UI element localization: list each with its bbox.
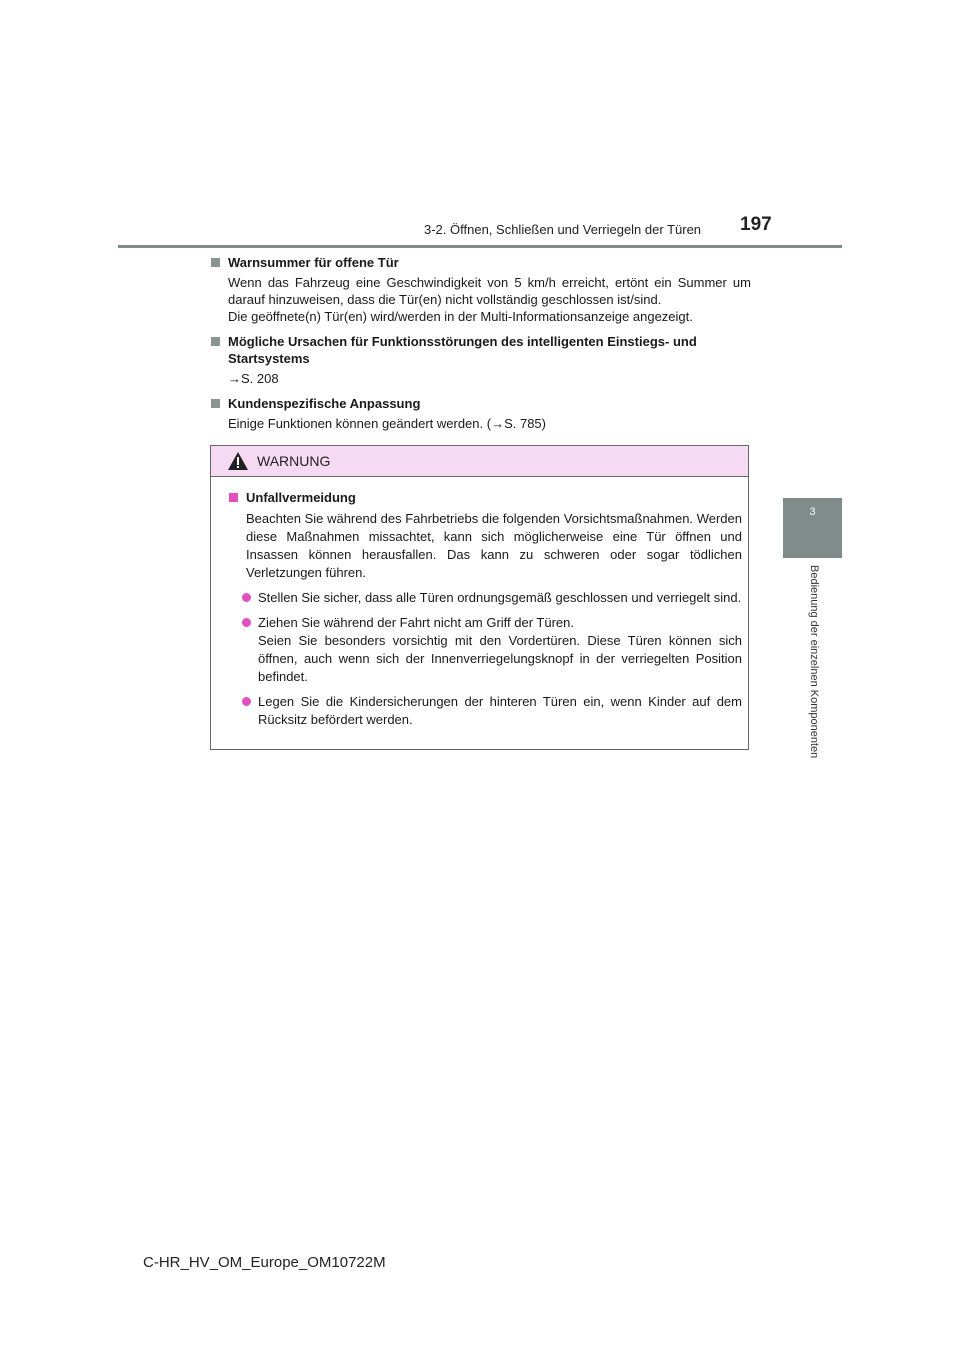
section-title: Mögliche Ursachen für Funktionsstörungen des intelligenten Einstiegs- und Startsystems [211, 333, 751, 367]
section-body [211, 370, 751, 387]
square-bullet-icon [229, 493, 238, 502]
square-bullet-icon [211, 258, 220, 267]
section-title: Kundenspezifische Anpassung [211, 395, 751, 412]
warning-title: Unfallvermeidung [229, 489, 742, 507]
square-bullet-icon [211, 337, 220, 346]
chapter-tab [783, 498, 842, 558]
warning-box [210, 445, 749, 750]
section-title: Warnsummer für offene Tür [211, 254, 751, 271]
main-content [211, 254, 751, 440]
warning-intro: Beachten Sie während des Fahrbetriebs die folgenden Vorsichtsmaßnahmen. Werden diese Maßnahmen missachtet, kann sich möglicherweise eine Tür öffnen und Insassen können herausfallen. Das kann zu schweren oder sogar tödlichen Verletzungen führen. [246, 511, 742, 580]
warning-heading: WARNUNG [257, 453, 331, 469]
warning-bullet: Ziehen Sie während der Fahrt nicht am Griff der Türen. Seien Sie besonders vorsichtig mit den Vordertüren. Diese Türen können sich öffnen, auch wenn sich der Innenverriegelungsknopf in der verriegelten Position befindet. [229, 614, 742, 686]
warning-body [211, 477, 748, 729]
section-customization [211, 395, 751, 432]
document-id: C-HR_HV_OM_Europe_OM10722M [143, 1254, 386, 1271]
section-header: 3-2. Öffnen, Schließen und Verriegeln der Türen [424, 222, 702, 237]
warning-header [211, 446, 748, 477]
chapter-number: 3 [809, 506, 816, 518]
page-number: 197 [740, 214, 772, 235]
warning-triangle-icon [227, 451, 249, 471]
section-malfunction-causes [211, 333, 751, 387]
page-reference: →S. 208 [228, 371, 279, 386]
circle-bullet-icon [242, 697, 251, 706]
header-divider [118, 245, 842, 248]
section-body: Einige Funktionen können geändert werden. (→S. 785) [228, 416, 546, 431]
chapter-label: Bedienung der einzelnen Komponenten [808, 565, 820, 759]
warning-bullet: Stellen Sie sicher, dass alle Türen ordnungsgemäß geschlossen und verriegelt sind. [229, 589, 742, 607]
section-body: Wenn das Fahrzeug eine Geschwindigkeit von 5 km/h erreicht, ertönt ein Summer um darauf hinzuweisen, dass die Tür(en) nicht vollständig geschlossen ist/sind. Die geöffnete(n) Tür(en) wird/werden in der Multi-Informationsanzeige angezeigt. [228, 275, 751, 324]
circle-bullet-icon [242, 618, 251, 627]
square-bullet-icon [211, 399, 220, 408]
circle-bullet-icon [242, 593, 251, 602]
section-door-warning-buzzer [211, 254, 751, 325]
warning-bullet: Legen Sie die Kindersicherungen der hinteren Türen ein, wenn Kinder auf dem Rücksitz befördert werden. [229, 693, 742, 729]
